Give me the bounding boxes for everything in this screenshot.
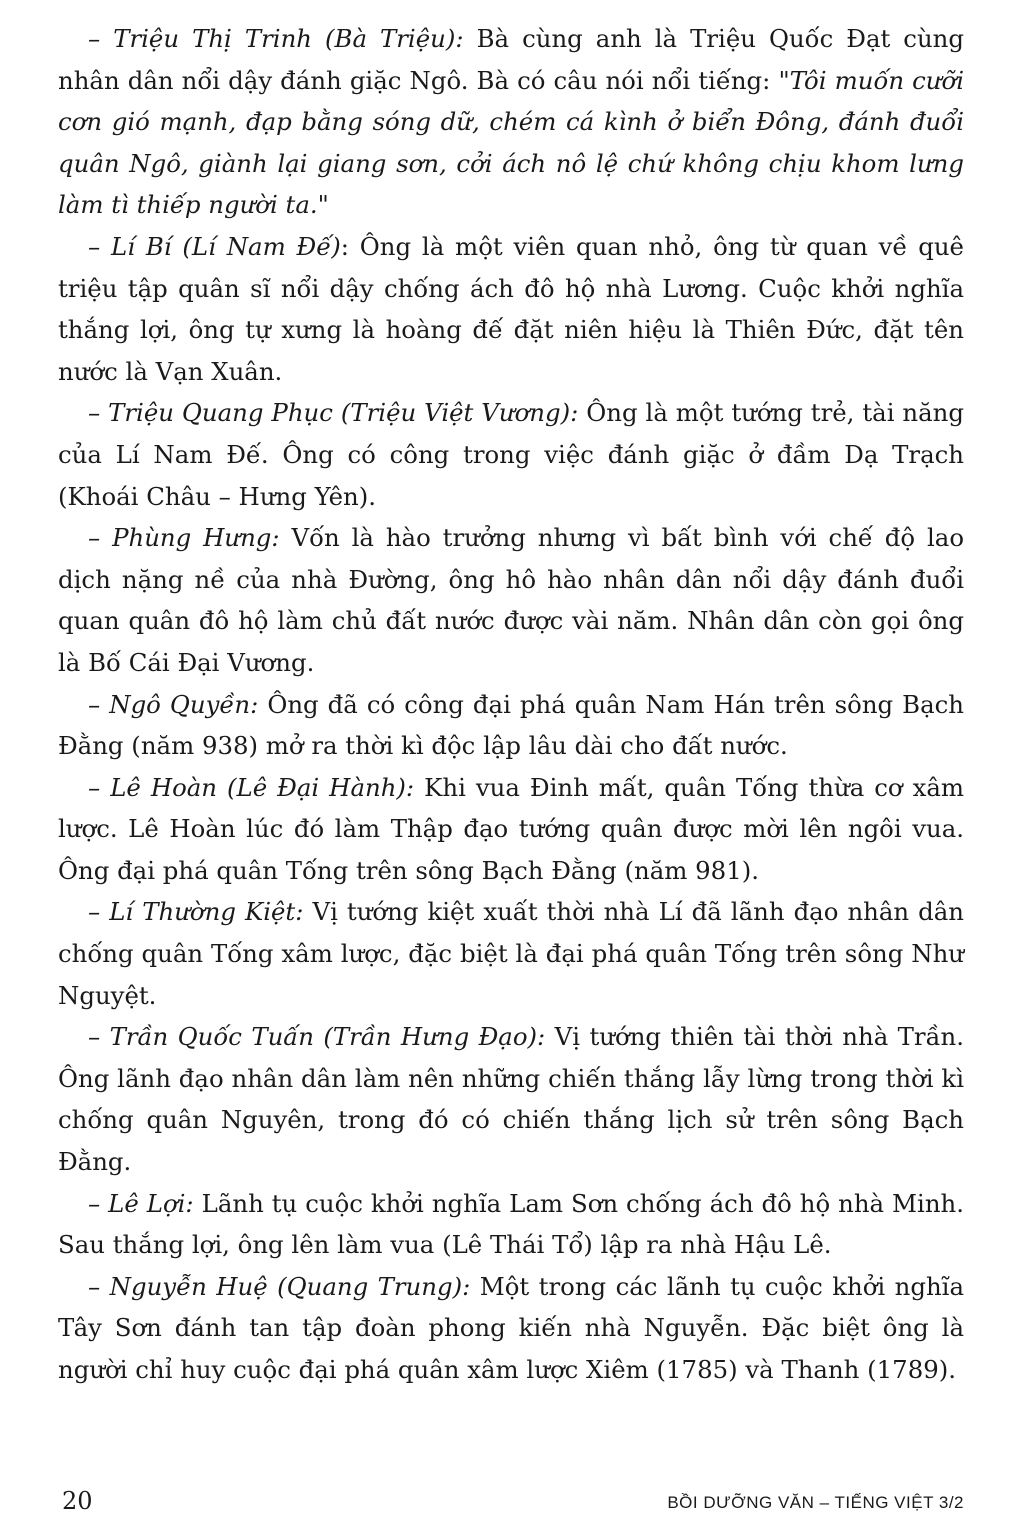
entry-text: Ông là một tướng trẻ, tài năng của Lí Nam Đế. Ông có công trong việc đánh giặc ở đầm Dạ Trạch (Khoái Châu – Hưng Yên). bbox=[58, 398, 964, 511]
entry-trieu-quang-phuc bbox=[58, 392, 964, 517]
entry-text: Lãnh tụ cuộc khởi nghĩa Lam Sơn chống ách đô hộ nhà Minh. Sau thắng lợi, ông lên làm vua (Lê Thái Tổ) lập ra nhà Hậu Lê. bbox=[58, 1188, 964, 1260]
entry-text: Vị tướng thiên tài thời nhà Trần. Ông lãnh đạo nhân dân làm nên những chiến thắng lẫy lừng trong thời kì chống quân Nguyên, trong đó có chiến thắng lịch sử trên sông Bạch Đằng. bbox=[58, 1022, 964, 1177]
entry-name: – Triệu Quang Phục (Triệu Việt Vương): bbox=[88, 398, 579, 428]
entry-text: : Ông là một viên quan nhỏ, ông từ quan về quê triệu tập quân sĩ nổi dậy chống ách đô hộ nhà Lương. Cuộc khởi nghĩa thắng lợi, ông tự xưng là hoàng đế đặt niên hiệu là Thiên Đức, đặt tên nước là Vạn Xuân. bbox=[58, 231, 964, 386]
entry-quote: "Tôi muốn cưỡi cơn gió mạnh, đạp bằng sóng dữ, chém cá kình ở biển Đông, đánh đuổi quân Ngô, giành lại giang sơn, cởi ách nô lệ chứ không chịu khom lưng làm tì thiếp người ta." bbox=[58, 65, 964, 220]
page-footer bbox=[58, 1484, 964, 1518]
entry-phung-hung bbox=[58, 517, 964, 683]
entry-trieu-thi-trinh bbox=[58, 18, 964, 226]
document-page bbox=[58, 18, 964, 1518]
entry-text: Ông đã có công đại phá quân Nam Hán trên sông Bạch Đằng (năm 938) mở ra thời kì độc lập lâu dài cho đất nước. bbox=[58, 689, 964, 761]
entry-name: – Nguyễn Huệ (Quang Trung): bbox=[88, 1271, 471, 1301]
entry-name: – Lí Thường Kiệt: bbox=[88, 897, 304, 927]
entry-name: – Ngô Quyền: bbox=[88, 689, 259, 719]
entry-text: Vốn là hào trưởng nhưng vì bất bình với chế độ lao dịch nặng nề của nhà Đường, ông hô hào nhân dân nổi dậy đánh đuổi quan quân đô hộ làm chủ đất nước được vài năm. Nhân dân còn gọi ông là Bố Cái Đại Vương. bbox=[58, 523, 965, 677]
entry-text: Một trong các lãnh tụ cuộc khởi nghĩa Tây Sơn đánh tan tập đoàn phong kiến nhà Nguyễn. Đặc biệt ông là người chỉ huy cuộc đại phá quân xâm lược Xiêm (1785) và Thanh (1789). bbox=[58, 1271, 964, 1384]
book-title: BỒI DƯỠNG VĂN – TIẾNG VIỆT 3/2 bbox=[667, 1493, 964, 1512]
entry-text: Khi vua Đinh mất, quân Tống thừa cơ xâm lược. Lê Hoàn lúc đó làm Thập đạo tướng quân được mời lên ngôi vua. Ông đại phá quân Tống trên sông Bạch Đằng (năm 981). bbox=[58, 772, 964, 885]
entry-name: – Trần Quốc Tuấn (Trần Hưng Đạo): bbox=[88, 1022, 546, 1052]
entry-name: – Lí Bí (Lí Nam Đế) bbox=[88, 231, 341, 261]
entry-name: – Phùng Hưng: bbox=[88, 523, 280, 553]
page-content bbox=[58, 18, 964, 1391]
entry-name: – Lê Hoàn (Lê Đại Hành): bbox=[88, 772, 415, 802]
entry-tran-quoc-tuan bbox=[58, 1016, 964, 1182]
entry-text: Bà cùng anh là Triệu Quốc Đạt cùng nhân dân nổi dậy đánh giặc Ngô. Bà có câu nói nổi tiếng: bbox=[58, 24, 964, 95]
page-number: 20 bbox=[62, 1487, 93, 1515]
entry-nguyen-hue bbox=[58, 1266, 964, 1391]
entry-name: – Triệu Thị Trinh (Bà Triệu): bbox=[88, 24, 464, 53]
entry-li-thuong-kiet bbox=[58, 891, 964, 1016]
entry-name: – Lê Lợi: bbox=[88, 1188, 194, 1218]
entry-ngo-quyen bbox=[58, 684, 964, 767]
entry-text: Vị tướng kiệt xuất thời nhà Lí đã lãnh đạo nhân dân chống quân Tống xâm lược, đặc biệt là đại phá quân Tống trên sông Như Nguyệt. bbox=[58, 897, 964, 1010]
entry-le-loi bbox=[58, 1183, 964, 1266]
entry-le-hoan bbox=[58, 767, 964, 892]
entry-li-bi bbox=[58, 226, 964, 392]
